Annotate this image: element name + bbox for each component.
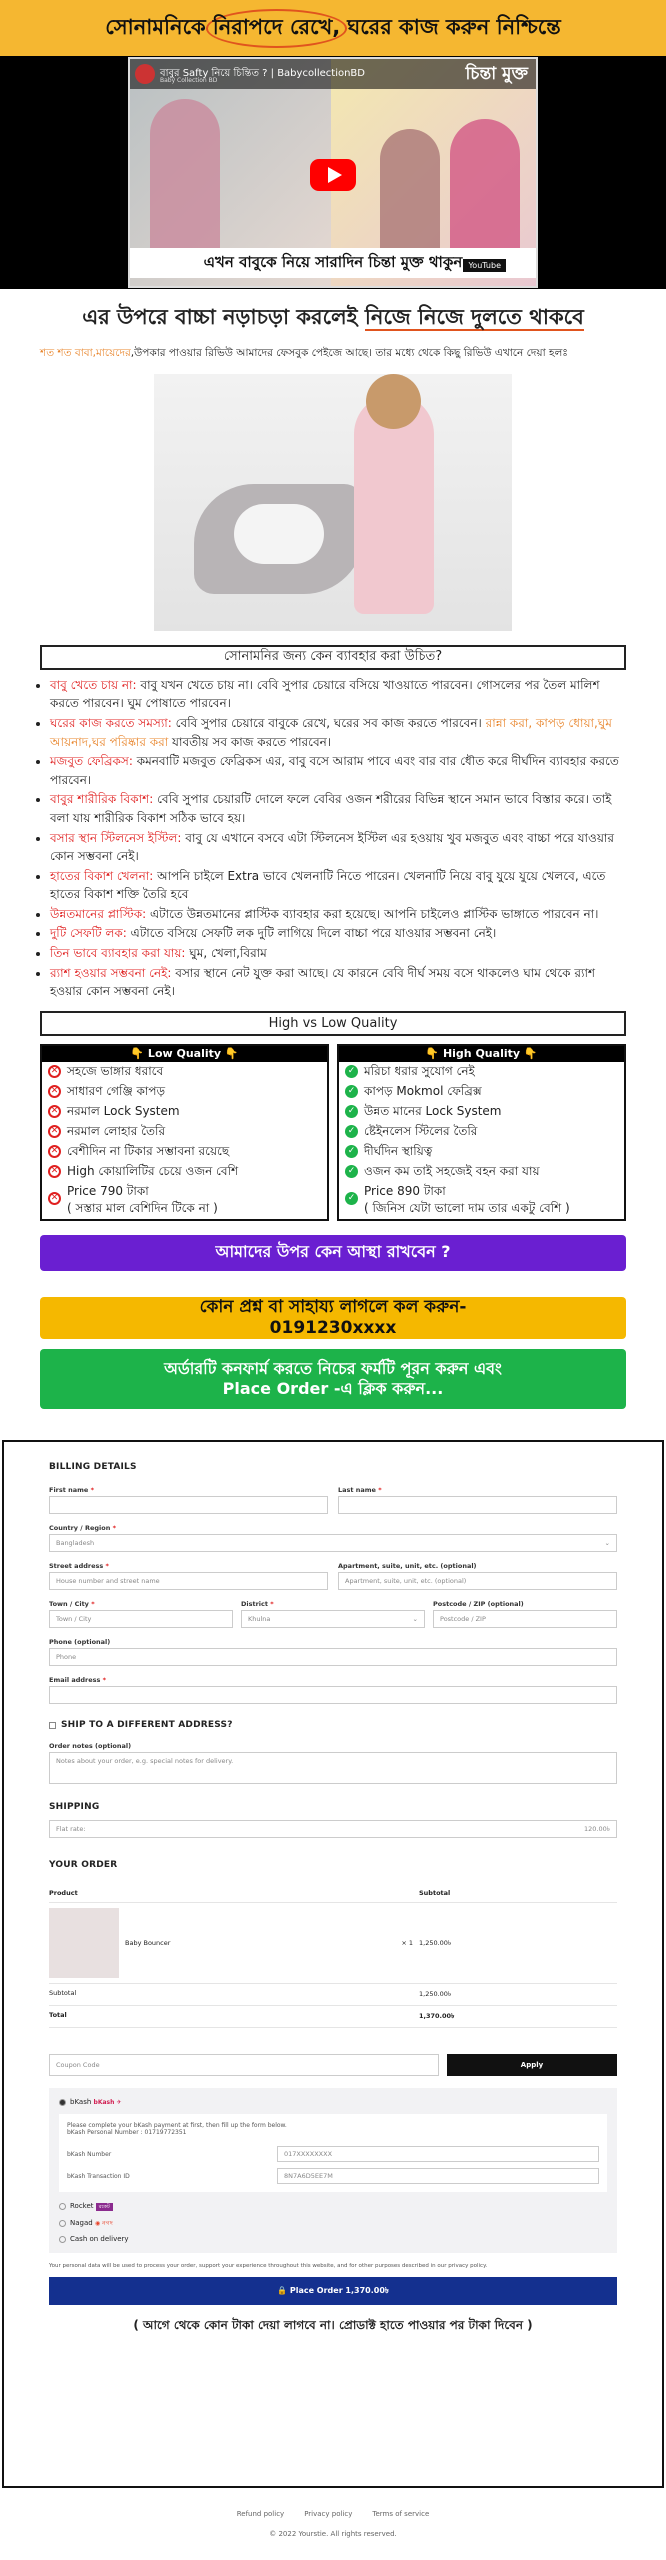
apply-coupon-button[interactable]: Apply bbox=[447, 2054, 617, 2076]
nagad-logo: ◉ নগদ bbox=[94, 2220, 113, 2227]
terms-link[interactable]: Terms of service bbox=[372, 2510, 430, 2518]
coupon-input[interactable]: Coupon Code bbox=[49, 2054, 439, 2076]
list-item: ✕ High কোয়ালিটির চেয়ে ওজন বেশি bbox=[42, 1162, 327, 1182]
reasons-list bbox=[50, 676, 626, 1001]
table-row: Total 1,370.00৳ bbox=[49, 2006, 617, 2028]
last-name-input[interactable] bbox=[338, 1496, 617, 1514]
list-item: • হাতের বিকাশ খেলনা: আপনি চাইলে Extra ভাবে খেলনাটি নিতে পারেন। খেলনাটি নিয়ে বাবু যুয়ে যুয়ে খেলবে, এতে হাতের বিকাশ শক্তি তৈরি হবে bbox=[50, 867, 626, 904]
street-input[interactable]: House number and street name bbox=[49, 1572, 328, 1590]
check-icon: ✓ bbox=[345, 1192, 358, 1205]
check-icon: ✓ bbox=[345, 1125, 358, 1138]
list-item: • বাবু খেতে চায় না: বাবু যখন খেতে চায় না। বেবি সুপার চেয়ারে বসিয়ে খাওয়াতে পারবেন। গোসলের পর তৈল মালিশ করতে পারবেন। ঘুম পোষাতে পারবেন। bbox=[50, 676, 626, 713]
cross-icon: ✕ bbox=[48, 1165, 61, 1178]
first-name-input[interactable] bbox=[49, 1496, 328, 1514]
mother-figure bbox=[150, 99, 220, 269]
payment-nagad[interactable]: Nagad ◉ নগদ bbox=[59, 2218, 607, 2229]
call-button[interactable]: কোন প্রশ্ন বা সাহায্য লাগলে কল করুন- 0191230xxxx bbox=[40, 1297, 626, 1339]
privacy-policy-link[interactable]: Privacy policy bbox=[304, 2510, 353, 2518]
video-caption: এখন বাবুকে নিয়ে সারাদিন চিন্তা মুক্ত থাকুন bbox=[130, 248, 536, 278]
intro-text: শত শত বাবা,মায়েদের,উপকার পাওয়ার রিভিউ আমাদের ফেসবুক পেইজে আছে। তার মধ্যে থেকে কিছু রিভিউ এখানে দেয়া হলঃ bbox=[40, 347, 568, 359]
why-title: সোনামনির জন্য কেন ব্যাবহার করা উচিত? bbox=[40, 645, 626, 670]
high-quality-column: 👇 High Quality 👇 ✓ মরিচা ধরার সুযোগ নেই ✓ কাপড় Mokmol ফেব্রিক্স ✓ উন্নত মানের Lock System ✓ ষ্টেইনলেস স্টিলের তৈরি ✓ দীর্ঘদিন স্থায়িত্ব ✓ ওজন কম তাই সহজেই বহন করা যায় ✓ Price 890 টাকা ( জিনিস যেটা ভালো দাম তার একটু বেশি ) bbox=[337, 1044, 626, 1221]
compare-title: High vs Low Quality bbox=[40, 1011, 626, 1036]
cross-icon: ✕ bbox=[48, 1065, 61, 1078]
checkbox-icon bbox=[49, 1722, 56, 1729]
list-item: • বসার স্থান স্টিলনেস ইস্টিল: বাবু যে এখানে বসবে এটা স্টিলনেস ইস্টিল এর হওয়ায় খুব মজবুত এবং বাচ্চা পরে যাওয়ার কোন সম্ভবনা নেই। bbox=[50, 829, 626, 866]
play-icon[interactable] bbox=[310, 159, 356, 191]
low-quality-column: 👇 Low Quality 👇 ✕ সহজে ভাঙ্গার ধরাবে ✕ সাধারণ গেঞ্জি কাপড় ✕ নরমাল Lock System ✕ নরমাল লোহার তৈরি ✕ বেশীদিন না টিকার সম্ভাবনা রয়েছে ✕ High কোয়ালিটির চেয়ে ওজন বেশি ✕ Price 790 টাকা ( সস্তার মাল বেশিদিন টিকে না ) bbox=[40, 1044, 329, 1221]
apartment-input[interactable]: Apartment, suite, unit, etc. (optional) bbox=[338, 1572, 617, 1590]
video-title[interactable]: বাবুর Safty নিয়ে চিন্তিত ? | BabycollectionBD bbox=[130, 59, 536, 89]
video-player[interactable] bbox=[128, 57, 538, 288]
chevron-down-icon: ⌄ bbox=[412, 1615, 418, 1623]
hero-banner: সোনামনিকে নিরাপদে রেখে, ঘরের কাজ করুন নিশ্চিন্তে bbox=[0, 0, 666, 56]
woman-figure-2 bbox=[450, 119, 520, 259]
list-item: • মজবুত ফেব্রিকস: কমনবাটি মজবুত ফেব্রিকস এর, বাবু বসে আরাম পাবে এবং বার বার ধৌত করে দীর্ঘদিন ব্যাবহার করতে পারবেন। bbox=[50, 752, 626, 789]
payment-cod[interactable]: Cash on delivery bbox=[59, 2235, 607, 2243]
check-icon: ✓ bbox=[345, 1085, 358, 1098]
list-item: ✕ সাধারণ গেঞ্জি কাপড় bbox=[42, 1082, 327, 1102]
cross-icon: ✕ bbox=[48, 1125, 61, 1138]
privacy-note: Your personal data will be used to process your order, support your experience throughout this website, and for other purposes described in our privacy policy. bbox=[49, 2263, 488, 2269]
country-select[interactable]: Bangladesh ⌄ bbox=[49, 1534, 617, 1552]
chevron-down-icon: ⌄ bbox=[604, 1539, 610, 1547]
payment-bkash[interactable]: bKash bKash ✈ bbox=[59, 2098, 607, 2106]
phone-input[interactable]: Phone bbox=[49, 1648, 617, 1666]
list-item: • উন্নতমানের প্লাস্টিক: এটাতে উন্নতমানের প্লাস্টিক ব্যাবহার করা হয়েছে। আপনি চাইলেও প্লাস্টিক ভাঙ্গাতে পারবেন না। bbox=[50, 905, 626, 924]
bkash-trx-input[interactable]: 8N7A6D5EE7M bbox=[277, 2168, 599, 2184]
list-item: ✕ সহজে ভাঙ্গার ধরাবে bbox=[42, 1062, 327, 1082]
check-icon: ✓ bbox=[345, 1065, 358, 1078]
shipping-title: SHIPPING bbox=[49, 1802, 100, 1812]
quality-comparison bbox=[40, 1044, 626, 1221]
place-order-button[interactable]: 🔒 Place Order 1,370.00৳ bbox=[49, 2277, 617, 2305]
list-item: ✕ বেশীদিন না টিকার সম্ভাবনা রয়েছে bbox=[42, 1142, 327, 1162]
email-input[interactable] bbox=[49, 1686, 617, 1704]
channel-avatar[interactable] bbox=[135, 64, 155, 84]
your-order-title: YOUR ORDER bbox=[49, 1860, 118, 1870]
order-table: Product Subtotal Baby Bouncer × 1 1,250.00৳ Subtotal 1,250.00৳ Total 1,370.00৳ bbox=[49, 1884, 617, 2028]
video-controls-icon[interactable]: ⟲ ☆ ⟳ bbox=[150, 261, 183, 272]
shipping-rate: Flat rate: 120.00৳ bbox=[49, 1820, 617, 1838]
copyright: © 2022 Yourstie. All rights reserved. bbox=[269, 2530, 397, 2538]
youtube-logo[interactable]: YouTube bbox=[463, 259, 506, 272]
advance-note: ( আগে থেকে কোন টাকা দেয়া লাগবে না। প্রোডাক্ট হাতে পাওয়ার পর টাকা দিবেন ) bbox=[133, 2318, 533, 2332]
table-row: Subtotal 1,250.00৳ bbox=[49, 1984, 617, 2006]
list-item: ✓ ওজন কম তাই সহজেই বহন করা যায় bbox=[339, 1162, 624, 1182]
woman-figure bbox=[380, 129, 440, 259]
cross-icon: ✕ bbox=[48, 1085, 61, 1098]
video-brand: চিন্তা মুক্ত bbox=[465, 64, 528, 84]
list-item: ✓ Price 890 টাকা ( জিনিস যেটা ভালো দাম তার একটু বেশি ) bbox=[339, 1182, 624, 1219]
list-item: • দুটি সেফটি লক: এটাতে বসিয়ে সেফটি লক দুটি লাগিয়ে দিলে বাচ্চা পরে যাওয়ার সম্ভবনা নেই। bbox=[50, 924, 626, 943]
billing-title: BILLING DETAILS bbox=[49, 1462, 137, 1472]
bkash-logo: bKash ✈ bbox=[93, 2099, 122, 2106]
table-row: Baby Bouncer × 1 1,250.00৳ bbox=[49, 1903, 617, 1984]
district-select[interactable]: Khulna ⌄ bbox=[241, 1610, 425, 1628]
cross-icon: ✕ bbox=[48, 1105, 61, 1118]
checkout-form: BILLING DETAILS First name * Last name * Country / Region * Bangladesh ⌄ Street address * House number and street name Apartment, suite, unit, etc. (optional) Apartment, suite, unit, etc. (optional) Town / City * Town / City District * Khulna ⌄ Postcode / ZIP (optional) Postcode / ZIP Phone (optional) Phone Email address * SHIP TO A DIFFERENT ADDRESS? Order notes (optional) Notes about your order, e.g. special notes for delivery. SHIPPING Flat rate: 120.00৳ YOUR ORDER Product Subtotal Baby Bouncer × 1 1,250.00৳ Subtotal 1,250.00৳ Total 1,370.00৳ Coupon Code Apply bKash bKash ✈ Please complete your bKash payment at first, then fill up the form below. bKash Personal Number : 01719772351 bKash Number 017XXXXXXXX bKash Transaction ID 8N7A6D5EE7M Rocket রকেট Nagad ◉ নগদ Cash on delivery Your personal data will be used to process your order, support your experience throughout this website, and for other purposes described in our privacy policy. 🔒 Place Order 1,370.00৳ ( আগে থেকে কোন টাকা দেয়া লাগবে না। প্রোডাক্ট হাতে পাওয়ার পর টাকা দিবেন ) bbox=[2, 1440, 664, 2488]
cross-icon: ✕ bbox=[48, 1145, 61, 1158]
check-icon: ✓ bbox=[345, 1145, 358, 1158]
check-icon: ✓ bbox=[345, 1165, 358, 1178]
hero-circled: নিরাপদে রেখে, bbox=[206, 9, 348, 48]
check-icon: ✓ bbox=[345, 1105, 358, 1118]
list-item: ✕ নরমাল লোহার তৈরি bbox=[42, 1122, 327, 1142]
product-thumbnail bbox=[49, 1908, 119, 1978]
list-item: • বাবুর শারীরিক বিকাশ: বেবি সুপার চেয়ারটি দোলে ফলে বেবির ওজন শরীরের বিভিন্ন স্থানে সমান ভাবে বিস্তার করে। তাই বলা যায় শারীরিক বিকাশ সঠিক ভাবে হয়। bbox=[50, 790, 626, 827]
payment-methods: bKash bKash ✈ Please complete your bKash payment at first, then fill up the form below. bKash Personal Number : 01719772351 bKash Number 017XXXXXXXX bKash Transaction ID 8N7A6D5EE7M Rocket রকেট Nagad ◉ নগদ Cash on delivery bbox=[49, 2088, 617, 2253]
list-item: ✓ ষ্টেইনলেস স্টিলের তৈরি bbox=[339, 1122, 624, 1142]
list-item: ✕ নরমাল Lock System bbox=[42, 1102, 327, 1122]
list-item: ✓ কাপড় Mokmol ফেব্রিক্স bbox=[339, 1082, 624, 1102]
section-headline: এর উপরে বাচ্চা নড়াচড়া করলেই নিজে নিজে দুলতে থাকবে bbox=[82, 305, 584, 329]
ship-different-checkbox[interactable]: SHIP TO A DIFFERENT ADDRESS? bbox=[49, 1720, 617, 1730]
list-item: • ঘরের কাজ করতে সমস্যা: বেবি সুপার চেয়ারে বাবুকে রেখে, ঘরের সব কাজ করতে পারবেন। রান্না করা, কাপড় ধোয়া,ঘুম আয়নাদ,ঘর পরিষ্কার করা যাবতীয় সব কাজ করতে পারবেন। bbox=[50, 714, 626, 751]
payment-rocket[interactable]: Rocket রকেট bbox=[59, 2202, 607, 2212]
channel-name: Baby Collection BD bbox=[160, 77, 218, 84]
trust-button[interactable]: আমাদের উপর কেন আস্থা রাখবেন ? bbox=[40, 1235, 626, 1271]
refund-policy-link[interactable]: Refund policy bbox=[236, 2510, 285, 2518]
rocket-logo: রকেট bbox=[96, 2203, 113, 2211]
cross-icon: ✕ bbox=[48, 1192, 61, 1205]
list-item: • র‍্যাশ হওয়ার সম্ভবনা নেই: বসার স্থানে নেট যুক্ত করা আছে। যে কারনে বেবি দীর্ঘ সময় বসে থাকলেও ঘাম থেকে র‍্যাশ হওয়ার কোন সম্ভবনা নেই। bbox=[50, 964, 626, 1001]
list-item: ✓ দীর্ঘদিন স্থায়িত্ব bbox=[339, 1142, 624, 1162]
town-input[interactable]: Town / City bbox=[49, 1610, 233, 1628]
list-item: ✓ মরিচা ধরার সুযোগ নেই bbox=[339, 1062, 624, 1082]
footer bbox=[0, 2510, 666, 2538]
video-section bbox=[0, 56, 666, 289]
list-item: ✕ Price 790 টাকা ( সস্তার মাল বেশিদিন টিকে না ) bbox=[42, 1182, 327, 1219]
order-notes-textarea[interactable]: Notes about your order, e.g. special notes for delivery. bbox=[49, 1752, 617, 1784]
list-item: ✓ উন্নত মানের Lock System bbox=[339, 1102, 624, 1122]
list-item: • তিন ভাবে ব্যাবহার করা যায়: ঘুম, খেলা,বিরাম bbox=[50, 944, 626, 963]
postcode-input[interactable]: Postcode / ZIP bbox=[433, 1610, 617, 1628]
product-photo bbox=[154, 374, 512, 631]
order-cta-button[interactable]: অর্ডারটি কনফার্ম করতে নিচের ফর্মটি পূরন করুন এবং Place Order -এ ক্লিক করুন... bbox=[40, 1349, 626, 1409]
bkash-number-input[interactable]: 017XXXXXXXX bbox=[277, 2146, 599, 2162]
